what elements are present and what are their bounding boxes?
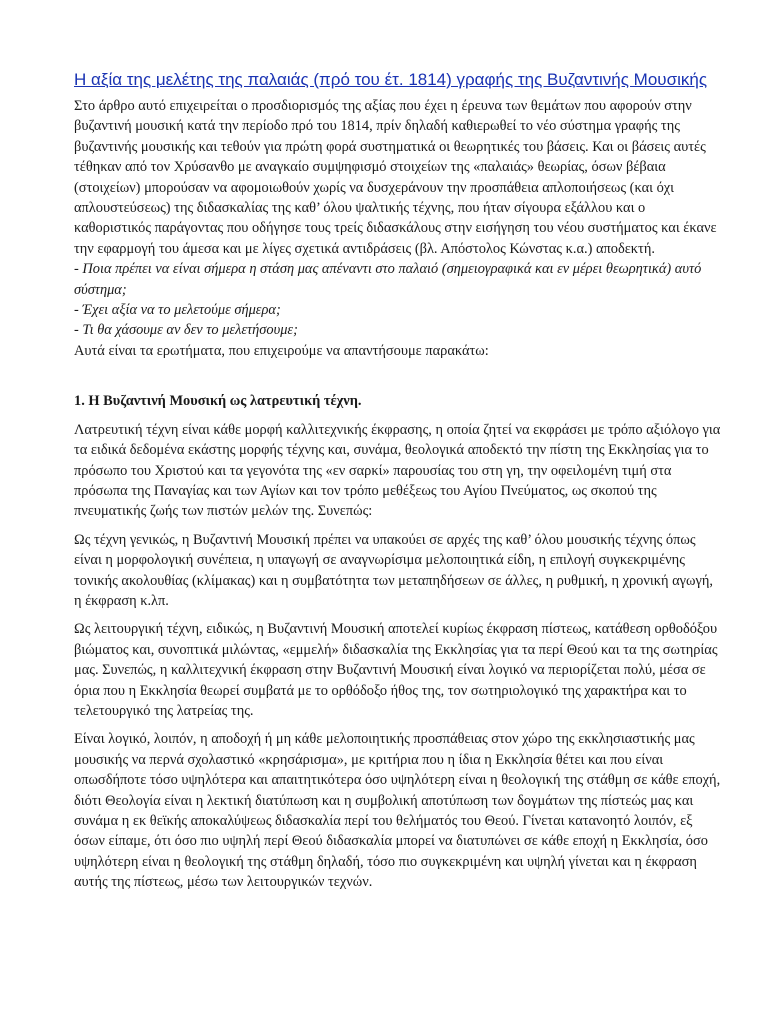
questions-list bbox=[74, 259, 724, 341]
question-item: - Ποια πρέπει να είναι σήμερα η στάση μας απέναντι στο παλαιό (σημειογραφικά και εν μέρει θεωρητικά) αυτό σύστημα; bbox=[74, 261, 702, 298]
section-paragraph: Ως λειτουργική τέχνη, ειδικώς, η Βυζαντινή Μουσική αποτελεί κυρίως έκφραση πίστεως, κατάθεση ορθοδόξου βιώματος και, συνοπτικά μιλώντας, «εμμελή» διδασκαλία της Εκκλησίας για τα περί Θεού και τα της σωτηρίας μας. Συνεπώς, η καλλιτεχνική έκφραση στην Βυζαντινή Μουσική είναι λογικό να περιορίζεται πολύ, μέσα σε όρια που η Εκκλησία θεωρεί συμβατά με το ορθόδοξο ήθος της, τον σωτηριολογικό της χαρακτήρα και το τελετουργικό της λατρείας της. bbox=[74, 621, 718, 719]
document-page bbox=[74, 70, 724, 901]
title-link[interactable]: Η αξία της μελέτης της παλαιάς (πρό του έτ. 1814) γραφής της Βυζαντινής Μουσικής bbox=[74, 70, 708, 89]
intro-paragraph: Στο άρθρο αυτό επιχειρείται ο προσδιορισμός της αξίας που έχει η έρευνα των θεμάτων που αφορούν στην βυζαντινή μουσική κατά την περίοδο πρό του 1814, πρίν δηλαδή καθιερωθεί το νέο σύστημα γραφής της βυζαντινής μουσικής και τεθούν για πρώτη φορά συστηματικά οι θεωρητικές του βάσεις. Και οι βάσεις αυτές τέθηκαν από τον Χρύσανθο με αναγκαίο συμψηφισμό στοιχείων της «παλαιάς» θεωρίας, όσων βέβαια (στοιχείων) μπορούσαν να αφομοιωθούν χωρίς να δυσχεράνουν την προσπάθεια απλοποιήσεως (και όχι απλουστεύσεως) της διδασκαλίας της καθ’ όλου ψαλτικής τέχνης, που ήταν σίγουρα εξάλλου και ο καθοριστικός παράγοντας που οδήγησε τους τρείς διδασκάλους στην εισήγηση του νέου συστήματος και έκανε την εφαρμογή του άμεσα και με λίγες σχετικά αντιδράσεις (βλ. Απόστολος Κώνστας κ.α.) αποδεκτή. bbox=[74, 98, 717, 257]
question-item: - Έχει αξία να το μελετούμε σήμερα; bbox=[74, 302, 281, 319]
question-item: - Τι θα χάσουμε αν δεν το μελετήσουμε; bbox=[74, 322, 298, 339]
section-paragraph: Είναι λογικό, λοιπόν, η αποδοχή ή μη κάθε μελοποιητικής προσπάθειας στον χώρο της εκκλησιαστικής μας μουσικής να περνά σχολαστικό «κρησάρισμα», με κριτήρια που η ίδια η Εκκλησία θέτει και που είναι οπωσδήποτε τόσο υψηλότερα και απαιτητικότερα όσο υψηλότερη είναι η θεολογική της στάθμη σε κάθε εποχή, διότι Θεολογία είναι η λεκτική διατύπωση και η συμβολική αποτύπωση των δογμάτων της πίστεώς μας και συνάμα η εκ θεϊκής αποκαλύψεως διδασκαλία περί του θελήματός του Θεού. Γίνεται κατανοητό λοιπόν, εξ όσων είπαμε, ότι όσο πιο υψηλή περί Θεού διδασκαλία μπορεί να διατυπώνει σε κάθε εποχή η Εκκλησία, όσο υψηλότερη είναι η θεολογική της στάθμη δηλαδή, τόσο πιο συγκεκριμένη και υψηλή γίνεται και η έκφραση αυτής της πίστεως, μέσω των λειτουργικών τεχνών. bbox=[74, 731, 721, 891]
conclusion-line: Αυτά είναι τα ερωτήματα, που επιχειρούμε να απαντήσουμε παρακάτω: bbox=[74, 342, 489, 359]
section-paragraph: Ως τέχνη γενικώς, η Βυζαντινή Μουσική πρέπει να υπακούει σε αρχές της καθ’ όλου μουσικής τέχνης όπως είναι η μορφολογική συνέπεια, η υπαγωγή σε αναγνωρίσιμα μελοποιητικά είδη, η επιλογή συγκεκριμένης τονικής ακολουθίας (κλίμακας) και η συμβατότητα των μεταπηδήσεων σε άλλες, η ρυθμική, η χρονική αγωγή, η έκφραση κ.λπ. bbox=[74, 531, 713, 609]
section-paragraph: Λατρευτική τέχνη είναι κάθε μορφή καλλιτεχνικής έκφρασης, η οποία ζητεί να εκφράσει με τρόπο αξιόλογο για τα ειδικά δεδομένα εκάστης μορφής τέχνης και, συνάμα, θεολογικά αποδεκτό την πίστη της Εκκλησίας για το πρόσωπο του Χριστού και τα γεγονότα της «εν σαρκί» παρουσίας του στη γη, την οφειλομένη τιμή στα πρόσωπα της Παναγίας και των Αγίων και τον τρόπο μεθέξεως του Αγίου Πνεύματος, ως σκοπού της πνευματικής ζωής των πιστών μελών της. Συνεπώς: bbox=[74, 421, 721, 520]
section-heading: 1. Η Βυζαντινή Μουσική ως λατρευτική τέχνη. bbox=[74, 393, 362, 410]
document-title bbox=[74, 70, 724, 90]
